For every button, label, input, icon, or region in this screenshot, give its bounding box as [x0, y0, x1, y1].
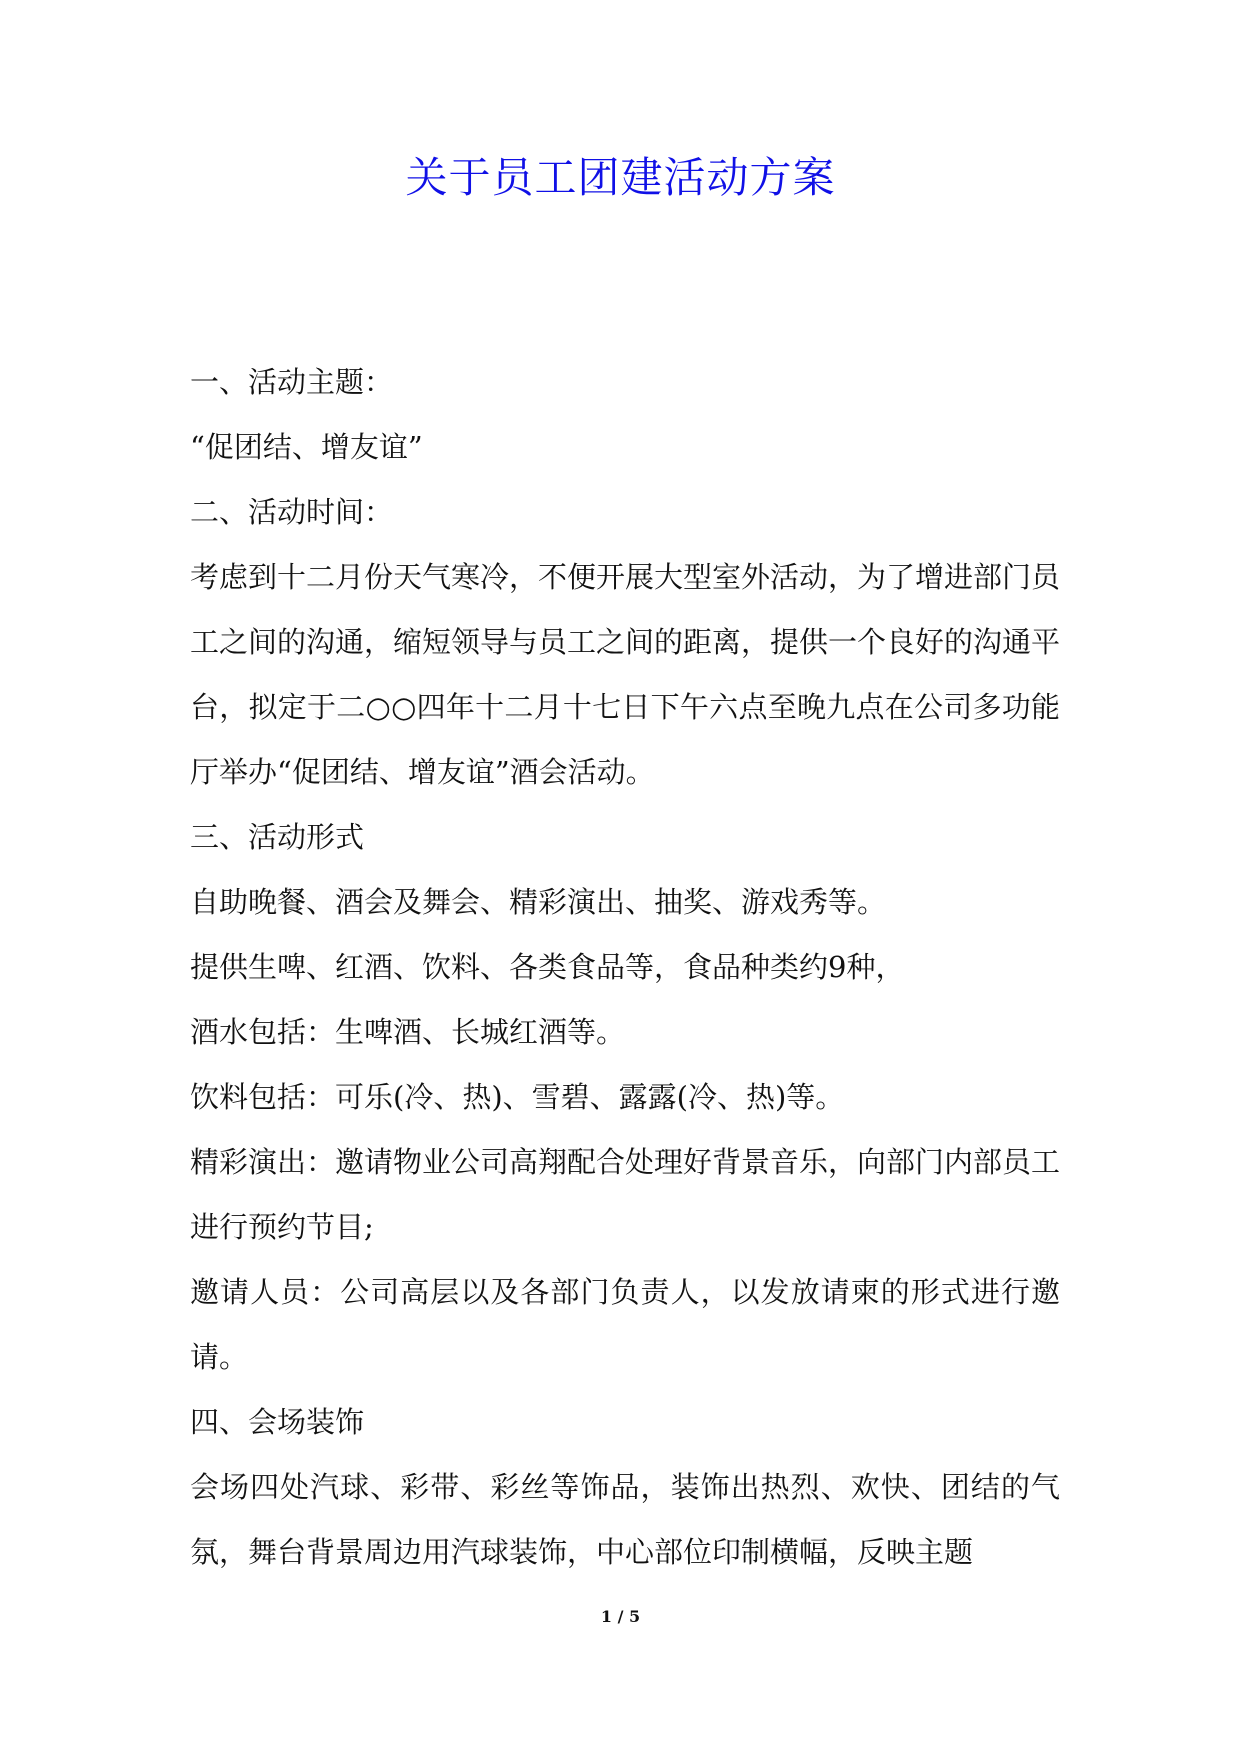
paragraph-10: 精彩演出：邀请物业公司高翔配合处理好背景音乐，向部门内部员工进行预约节目;	[190, 1145, 1061, 1244]
page-number: 1 / 5	[600, 1607, 641, 1626]
document-body	[190, 350, 1060, 1585]
paragraph-3: 二、活动时间：	[190, 495, 394, 529]
paragraph-12: 四、会场装饰	[190, 1405, 365, 1439]
paragraph-13: 会场四处汽球、彩带、彩丝等饰品，装饰出热烈、欢快、团结的气氛，舞台背景周边用汽球装饰，中心部位印制横幅，反映主题	[190, 1470, 1060, 1569]
paragraph-6: 自助晚餐、酒会及舞会、精彩演出、抽奖、游戏秀等。	[190, 885, 887, 919]
paragraph-2: “促团结、增友谊”	[190, 430, 423, 464]
paragraph-7: 提供生啤、红酒、饮料、各类食品等，食品种类约9种，	[190, 950, 905, 984]
paragraph-9: 饮料包括：可乐(冷、热)、雪碧、露露(冷、热)等。	[190, 1080, 845, 1114]
paragraph-4: 考虑到十二月份天气寒冷，不便开展大型室外活动，为了增进部门员工之间的沟通，缩短领导与员工之间的距离，提供一个良好的沟通平台，拟定于二○○四年十二月十七日下午六点至晚九点在公司多功能厅举办“促团结、增友谊”酒会活动。	[190, 560, 1061, 789]
paragraph-8: 酒水包括：生啤酒、长城红酒等。	[190, 1015, 626, 1049]
paragraph-5: 三、活动形式	[190, 820, 365, 854]
paragraph-11: 邀请人员：公司高层以及各部门负责人，以发放请柬的形式进行邀请。	[190, 1275, 1060, 1374]
document-title: 关于员工团建活动方案	[405, 153, 836, 202]
paragraph-1: 一、活动主题：	[190, 365, 394, 399]
